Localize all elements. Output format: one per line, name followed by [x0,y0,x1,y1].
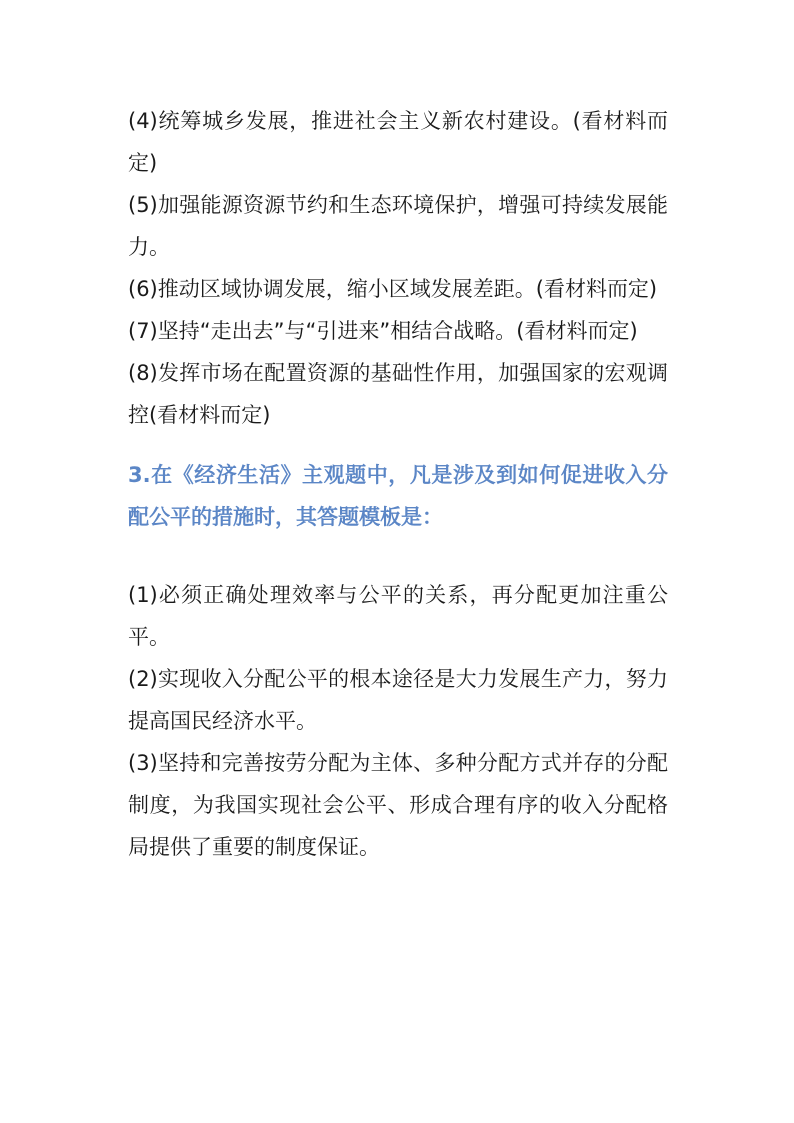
list-item: (5)加强能源资源节约和生态环境保护，增强可持续发展能力。 [128,193,668,259]
list-item: (6)推动区域协调发展，缩小区域发展差距。(看材料而定) [128,277,658,301]
list-item: (4)统筹城乡发展，推进社会主义新农村建设。(看材料而定) [128,109,668,175]
document-body [128,100,668,868]
list-item: (3)坚持和完善按劳分配为主体、多种分配方式并存的分配制度，为我国实现社会公平、形成合理有序的收入分配格局提供了重要的制度保证。 [128,751,668,859]
list-item: (7)坚持“走出去”与“引进来”相结合战略。(看材料而定) [128,319,638,343]
income-distribution-list [128,574,668,868]
list-item: (2)实现收入分配公平的根本途径是大力发展生产力，努力提高国民经济水平。 [128,667,668,733]
section-heading-wrap [128,454,668,538]
list-item: (1)必须正确处理效率与公平的关系，再分配更加注重公平。 [128,583,668,649]
measures-list-continued [128,100,668,436]
list-item: (8)发挥市场在配置资源的基础性作用，加强国家的宏观调控(看材料而定) [128,361,668,427]
section-heading: 3.在《经济生活》主观题中，凡是涉及到如何促进收入分配公平的措施时，其答题模板是： [128,463,668,529]
